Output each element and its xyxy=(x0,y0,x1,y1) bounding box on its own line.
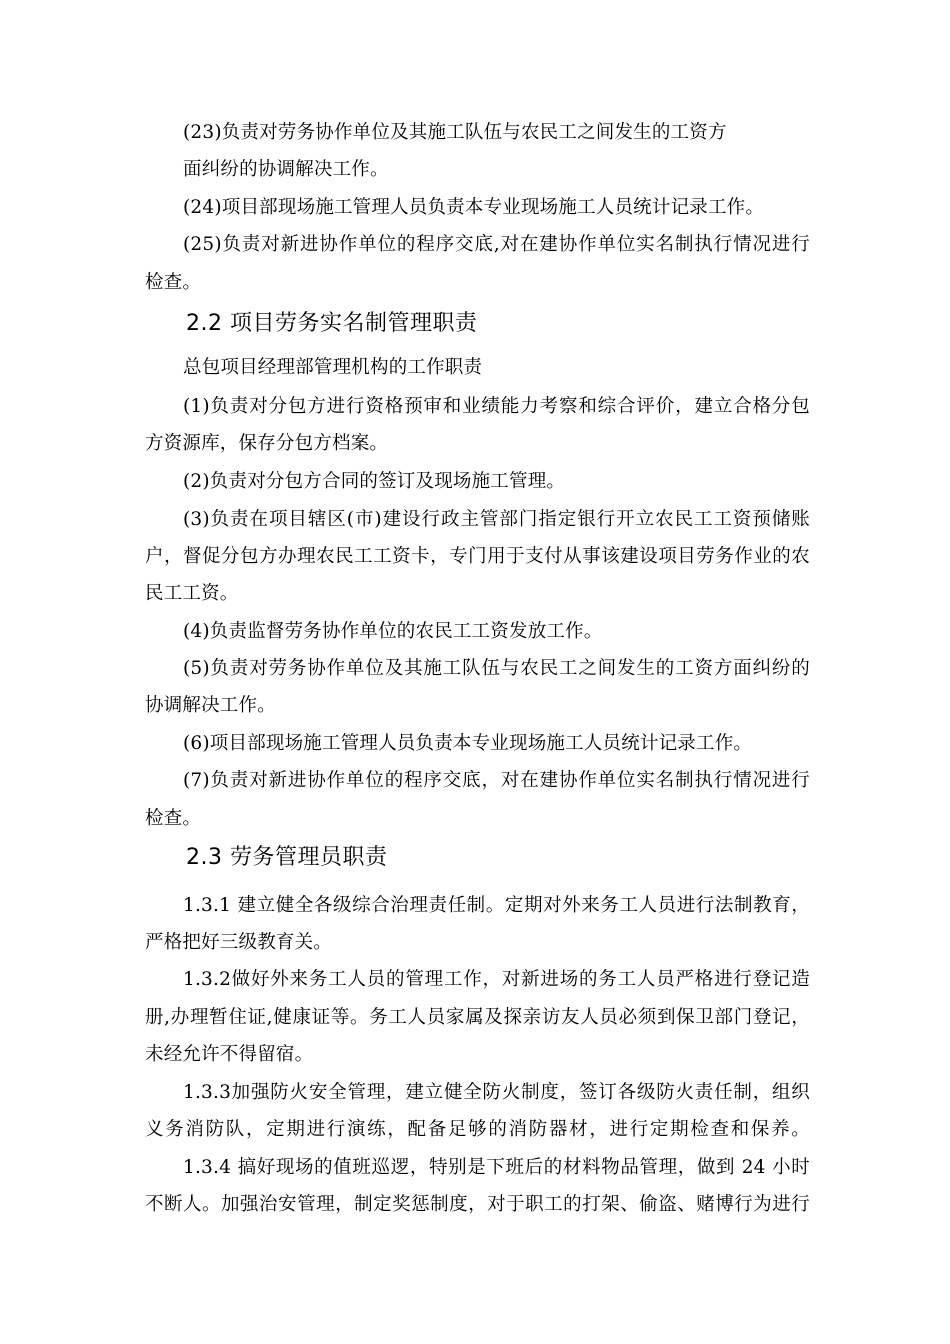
text-line: 检查。 xyxy=(145,272,202,293)
text-line: (7)负责对新进协作单位的程序交底，对在建协作单位实名制执行情况进行 xyxy=(183,770,810,791)
text-line: 户，督促分包方办理农民工工资卡，专门用于支付从事该建设项目劳务作业的农 xyxy=(145,546,810,567)
text-line: 总包项目经理部管理机构的工作职责 xyxy=(183,357,483,378)
text-line: 严格把好三级教育关。 xyxy=(145,932,333,953)
text-line: 义务消防队，定期进行演练，配备足够的消防器材，进行定期检查和保养。 xyxy=(145,1119,810,1140)
text-line: (23)负责对劳务协作单位及其施工队伍与农民工之间发生的工资方 xyxy=(183,122,727,143)
text-line: 民工工资。 xyxy=(145,583,239,604)
text-line: (4)负责监督劳务协作单位的农民工工资发放工作。 xyxy=(183,621,603,642)
text-line: 1.3.3加强防火安全管理，建立健全防火制度，签订各级防火责任制，组织 xyxy=(183,1082,810,1103)
section-heading-2-2: 2.2 项目劳务实名制管理职责 xyxy=(186,311,478,336)
text-line: 册,办理暂住证,健康证等。务工人员家属及探亲访友人员必须到保卫部门登记， xyxy=(145,1007,810,1028)
text-line: 1.3.1 建立健全各级综合治理责任制。定期对外来务工人员进行法制教育， xyxy=(183,895,810,916)
text-line: 方资源库，保存分包方档案。 xyxy=(145,433,389,454)
text-line: (2)负责对分包方合同的签订及现场施工管理。 xyxy=(183,471,566,492)
text-line: (24)项目部现场施工管理人员负责本专业现场施工人员统计记录工作。 xyxy=(183,197,765,218)
text-line: 面纠纷的协调解决工作。 xyxy=(183,159,389,180)
text-line: (1)负责对分包方进行资格预审和业绩能力考察和综合评价，建立合格分包 xyxy=(183,396,810,417)
text-line: 1.3.4 搞好现场的值班巡逻，特别是下班后的材料物品管理，做到 24 小时 xyxy=(183,1157,810,1178)
section-heading-2-3: 2.3 劳务管理员职责 xyxy=(186,845,388,870)
text-line: 1.3.2做好外来务工人员的管理工作，对新进场的务工人员严格进行登记造 xyxy=(183,969,810,990)
text-line: 检查。 xyxy=(145,808,202,829)
text-line: 协调解决工作。 xyxy=(145,695,276,716)
text-line: 未经允许不得留宿。 xyxy=(145,1044,314,1065)
text-line: (6)项目部现场施工管理人员负责本专业现场施工人员统计记录工作。 xyxy=(183,733,753,754)
text-line: (25)负责对新进协作单位的程序交底,对在建协作单位实名制执行情况进行 xyxy=(183,234,810,255)
text-line: (3)负责在项目辖区(市)建设行政主管部门指定银行开立农民工工资预储账 xyxy=(183,509,810,530)
text-line: 不断人。加强治安管理，制定奖惩制度，对于职工的打架、偷盗、赌博行为进行 xyxy=(145,1194,810,1215)
text-line: (5)负责对劳务协作单位及其施工队伍与农民工之间发生的工资方面纠纷的 xyxy=(183,658,810,679)
